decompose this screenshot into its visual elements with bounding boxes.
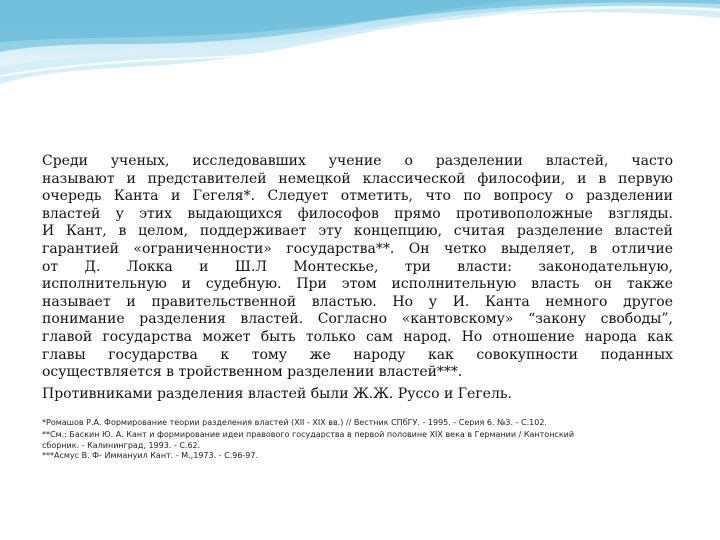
- paragraph-line: гарантией «ограниченности» государства**. Он четко выделяет, в отличие: [42, 240, 673, 257]
- paragraph-line: называют и представителей немецкой классической философии, и в первую: [42, 170, 673, 187]
- paragraph-line: главы государства к тому же народу как совокупности поданных: [42, 346, 673, 363]
- footnote-3: ***Асмус В. Ф- Иммануил Кант. - М.,1973. - С.96-97.: [42, 451, 259, 461]
- second-paragraph: Противниками разделения властей были Ж.Ж. Руссо и Гегель.: [42, 385, 512, 402]
- paragraph-line: очередь Канта и Гегеля*. Следует отметить, что по вопросу о разделении: [42, 188, 673, 205]
- paragraph-line: от Д. Локка и Ш.Л Монтескье, три власти: законодательную,: [42, 258, 673, 275]
- paragraph-line: понимание разделения властей. Согласно «кантовскому» “закону свободы”,: [42, 311, 673, 328]
- footnote-2: **См.: Баскин Ю. А. Кант и формирование идеи правового государства в первой половине XIX века в Германии / Кантонский: [42, 430, 575, 440]
- paragraph-line: главой государства может быть только сам народ. Но отношение народа как: [42, 328, 673, 345]
- footnotes: [42, 418, 676, 462]
- paragraph-line: осуществляется в тройственном разделении властей***.: [42, 364, 463, 381]
- footnote-1: *Ромашов Р.А. Формирование теории разделения властей (XII - XIX вв.) // Вестник СПбГУ. - 1995. - Серия 6. №3. - С.102.: [42, 418, 547, 427]
- paragraph-line: исполнительную и судебную. При этом исполнительную власть он также: [42, 276, 673, 293]
- main-text-block: [42, 153, 673, 403]
- paragraph-line: властей у этих выдающихся философов прямо противоположные взгляды.: [42, 205, 673, 222]
- footnote-2-cont: сборник. - Калининград, 1993. - С.62.: [42, 440, 201, 450]
- paragraph-line: Среди ученых, исследовавших учение о разделении властей, часто: [42, 153, 673, 169]
- paragraph-line: называет и правительственной властью. Но у И. Канта немного другое: [42, 293, 673, 310]
- decorative-waves: [0, 0, 720, 140]
- paragraph-line: И Кант, в целом, поддерживает эту концепцию, считая разделение властей: [42, 223, 673, 240]
